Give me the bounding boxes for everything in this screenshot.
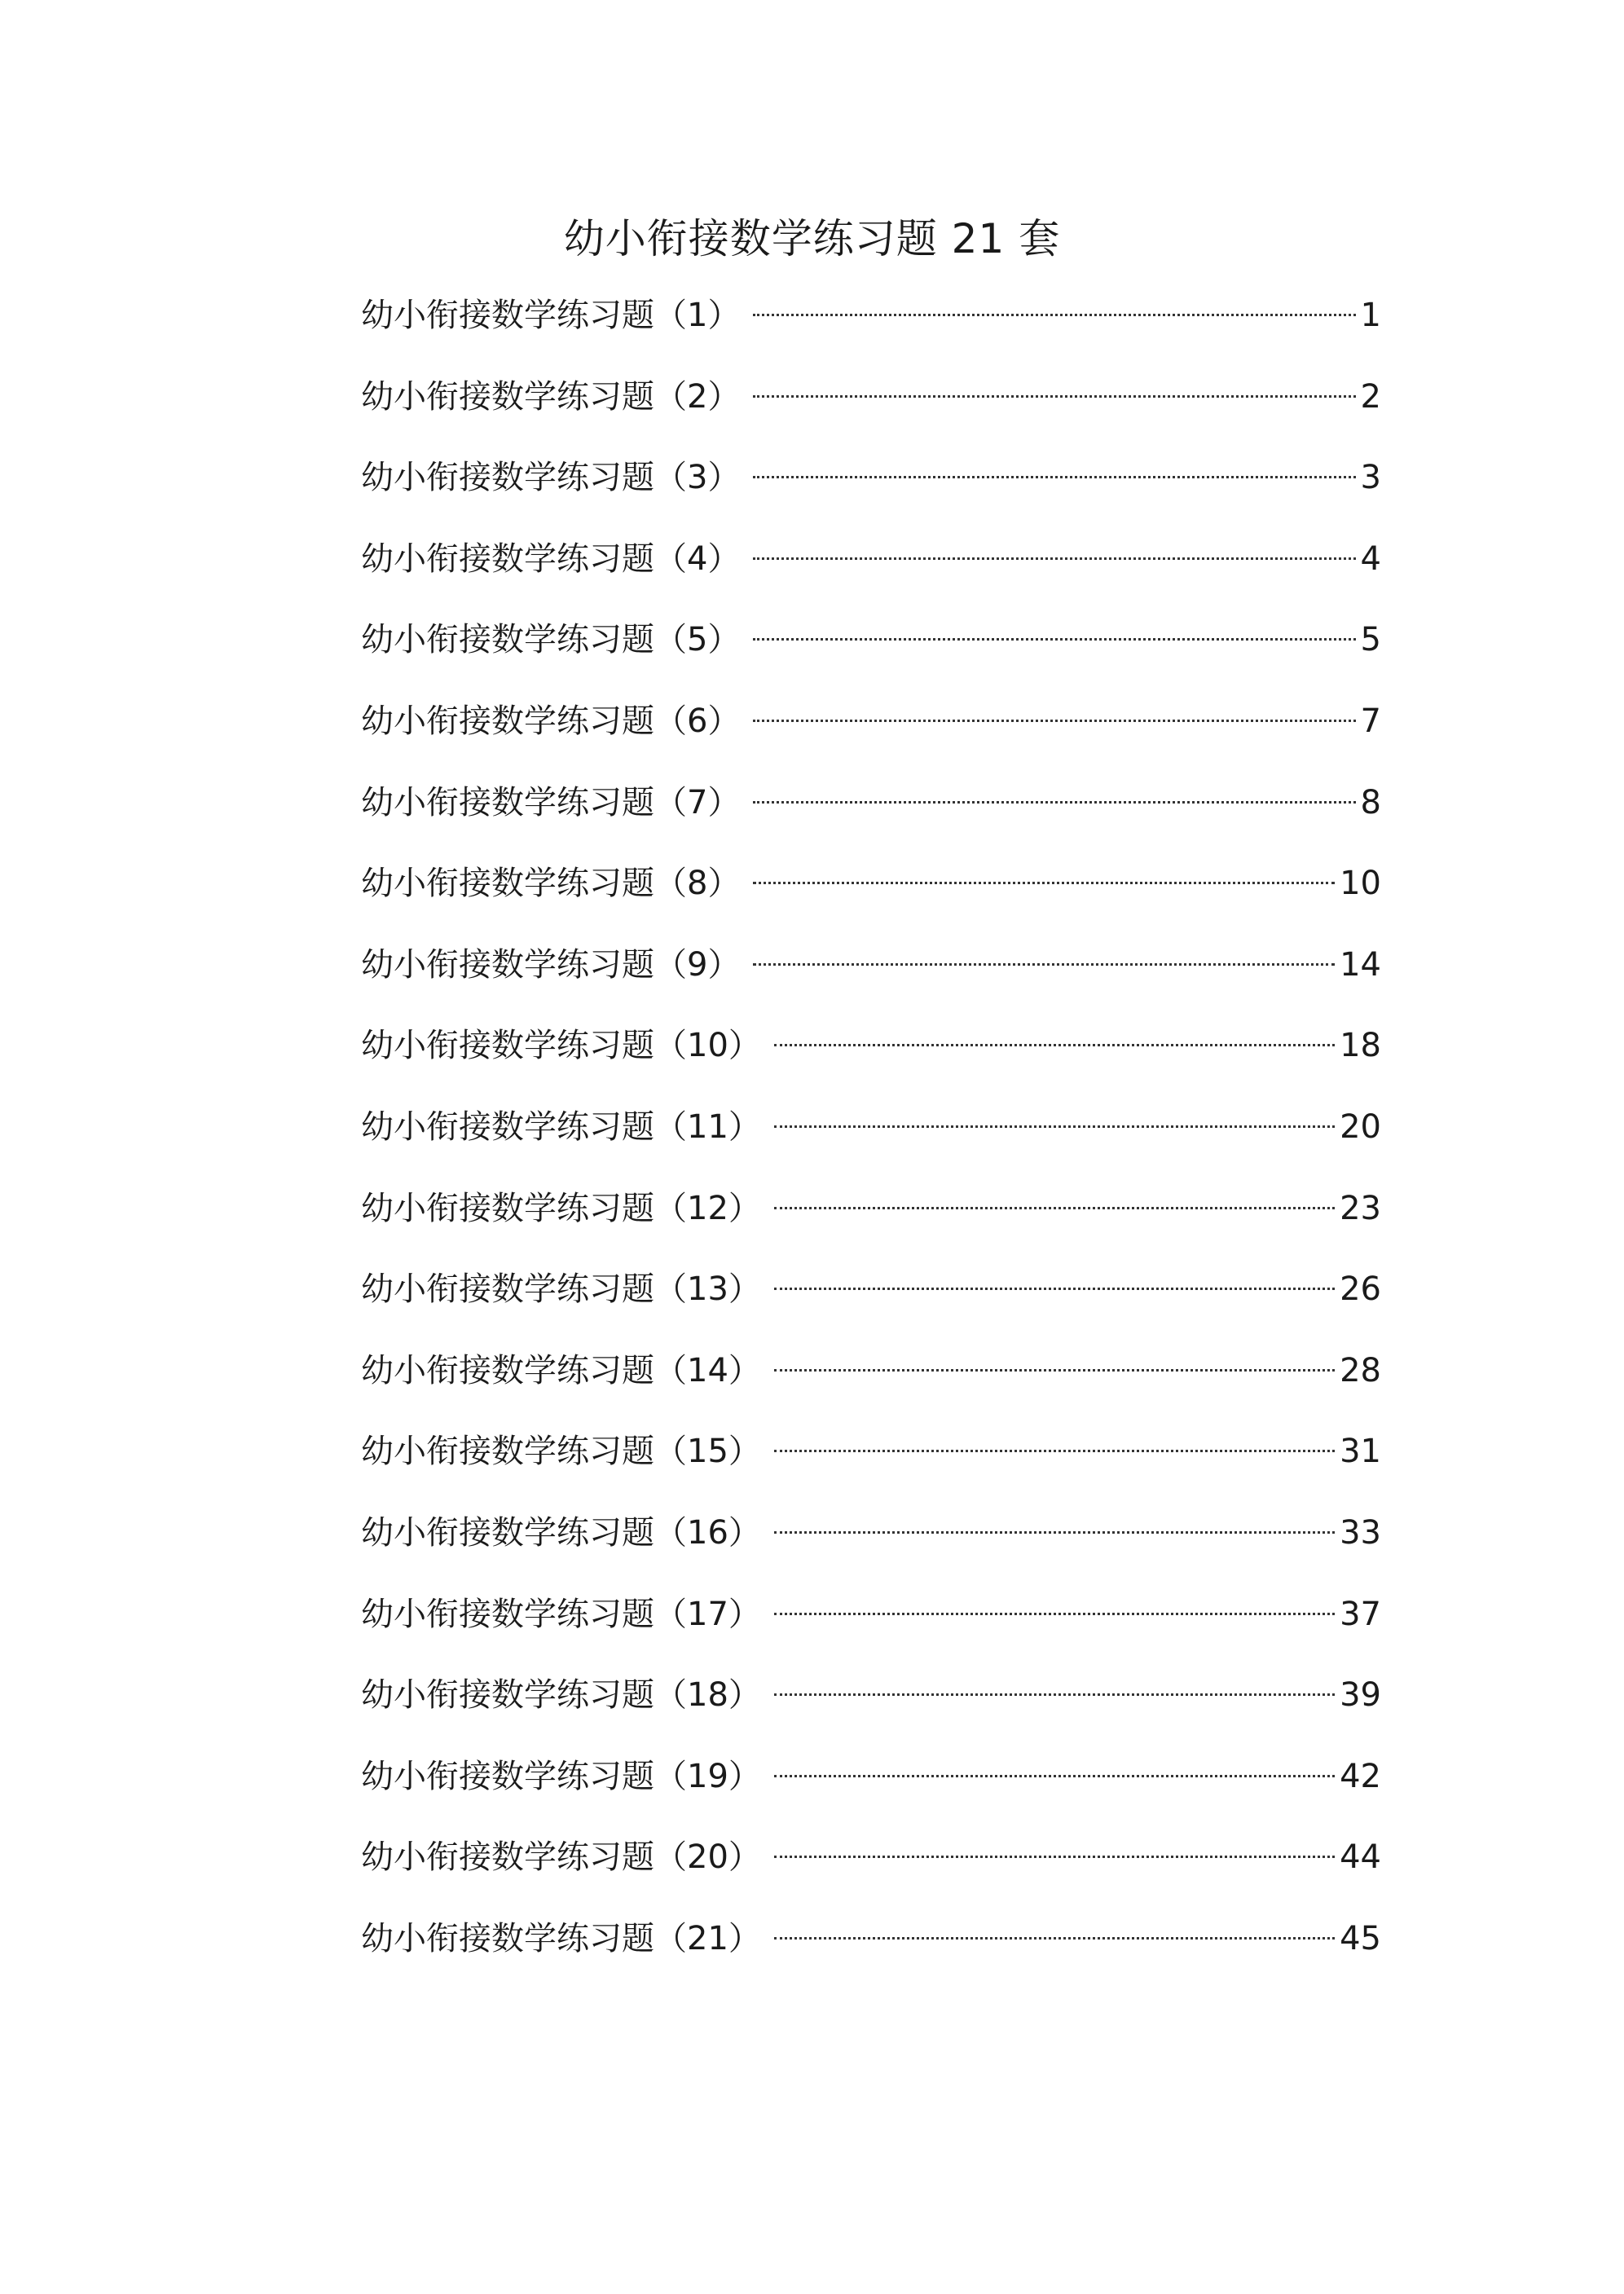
toc-dot-leader [774,1693,1335,1696]
toc-dot-leader [774,1613,1335,1615]
toc-entry-page: 45 [1340,1919,1381,1957]
toc-dot-leader [774,1775,1335,1777]
toc-entry-page: 2 [1360,377,1381,416]
toc-entry-title: 幼小衔接数学练习题（6） [361,702,741,740]
toc-entry-title: 幼小衔接数学练习题（11） [361,1107,761,1146]
toc-entry-page: 8 [1360,783,1381,821]
toc-entry[interactable] [361,940,1381,1022]
toc-entry-title: 幼小衔接数学练习题（3） [361,459,741,497]
toc-entry[interactable] [361,1021,1381,1103]
toc-entry[interactable] [361,1103,1381,1184]
toc-entry[interactable] [361,1184,1381,1266]
toc-entry[interactable] [361,1508,1381,1590]
toc-dot-leader [774,1856,1335,1858]
toc-entry-page: 23 [1340,1189,1381,1227]
toc-dot-leader [753,963,1335,966]
toc-entry-page: 28 [1340,1351,1381,1389]
toc-dot-leader [753,557,1355,560]
table-of-contents [361,291,1381,1995]
toc-entry-page: 33 [1340,1513,1381,1552]
toc-entry[interactable] [361,1671,1381,1752]
toc-entry[interactable] [361,1914,1381,1996]
toc-entry-title: 幼小衔接数学练习题（15） [361,1433,761,1471]
toc-entry[interactable] [361,535,1381,616]
toc-entry-page: 20 [1340,1107,1381,1146]
toc-entry-title: 幼小衔接数学练习题（13） [361,1270,761,1309]
toc-dot-leader [774,1450,1335,1452]
toc-entry[interactable] [361,372,1381,454]
toc-entry-page: 4 [1360,539,1381,578]
toc-entry[interactable] [361,1265,1381,1346]
toc-entry[interactable] [361,1346,1381,1428]
toc-entry[interactable] [361,778,1381,860]
toc-entry[interactable] [361,615,1381,697]
toc-entry-page: 37 [1340,1595,1381,1633]
toc-entry-title: 幼小衔接数学练习题（7） [361,783,741,821]
toc-entry-page: 44 [1340,1838,1381,1877]
toc-entry-page: 5 [1360,621,1381,659]
toc-entry-page: 39 [1340,1676,1381,1715]
toc-entry-title: 幼小衔接数学练习题（5） [361,621,741,659]
toc-entry-title: 幼小衔接数学练习题（8） [361,865,741,903]
toc-entry-page: 26 [1340,1270,1381,1309]
toc-entry-title: 幼小衔接数学练习题（4） [361,539,741,578]
document-title: 幼小衔接数学练习题 21 套 [563,215,1061,262]
toc-dot-leader [753,476,1355,478]
toc-entry-title: 幼小衔接数学练习题（2） [361,377,741,416]
toc-entry[interactable] [361,1833,1381,1914]
toc-entry-title: 幼小衔接数学练习题（1） [361,297,741,334]
toc-entry[interactable] [361,859,1381,940]
toc-dot-leader [774,1369,1335,1372]
toc-entry-page: 3 [1360,459,1381,497]
toc-dot-leader [774,1288,1335,1290]
toc-entry-page: 1 [1360,297,1381,334]
toc-entry-title: 幼小衔接数学练习题（12） [361,1189,761,1227]
toc-dot-leader [774,1044,1335,1046]
toc-dot-leader [774,1937,1335,1940]
toc-dot-leader [774,1531,1335,1534]
toc-dot-leader [753,801,1355,804]
toc-entry-page: 18 [1340,1027,1381,1065]
toc-dot-leader [774,1125,1335,1128]
toc-entry-title: 幼小衔接数学练习题（18） [361,1676,761,1715]
toc-entry-title: 幼小衔接数学练习题（19） [361,1757,761,1795]
toc-entry-page: 42 [1340,1757,1381,1795]
toc-entry-title: 幼小衔接数学练习题（9） [361,945,741,984]
toc-entry[interactable] [361,291,1381,372]
toc-entry[interactable] [361,697,1381,778]
toc-entry-title: 幼小衔接数学练习题（14） [361,1351,761,1389]
toc-dot-leader [753,395,1355,398]
toc-entry-title: 幼小衔接数学练习题（17） [361,1595,761,1633]
toc-entry[interactable] [361,1752,1381,1834]
toc-entry-title: 幼小衔接数学练习题（20） [361,1838,761,1877]
toc-entry-title: 幼小衔接数学练习题（16） [361,1513,761,1552]
toc-dot-leader [753,314,1355,316]
toc-entry-title: 幼小衔接数学练习题（21） [361,1919,761,1957]
toc-dot-leader [753,638,1355,641]
toc-entry-page: 31 [1340,1433,1381,1471]
toc-entry-title: 幼小衔接数学练习题（10） [361,1027,761,1065]
toc-entry-page: 14 [1340,945,1381,984]
toc-entry[interactable] [361,1427,1381,1508]
toc-dot-leader [753,720,1355,722]
toc-dot-leader [774,1207,1335,1209]
toc-entry[interactable] [361,1590,1381,1671]
toc-entry-page: 10 [1340,865,1381,903]
toc-entry-page: 7 [1360,702,1381,740]
toc-dot-leader [753,882,1335,884]
toc-entry[interactable] [361,453,1381,535]
